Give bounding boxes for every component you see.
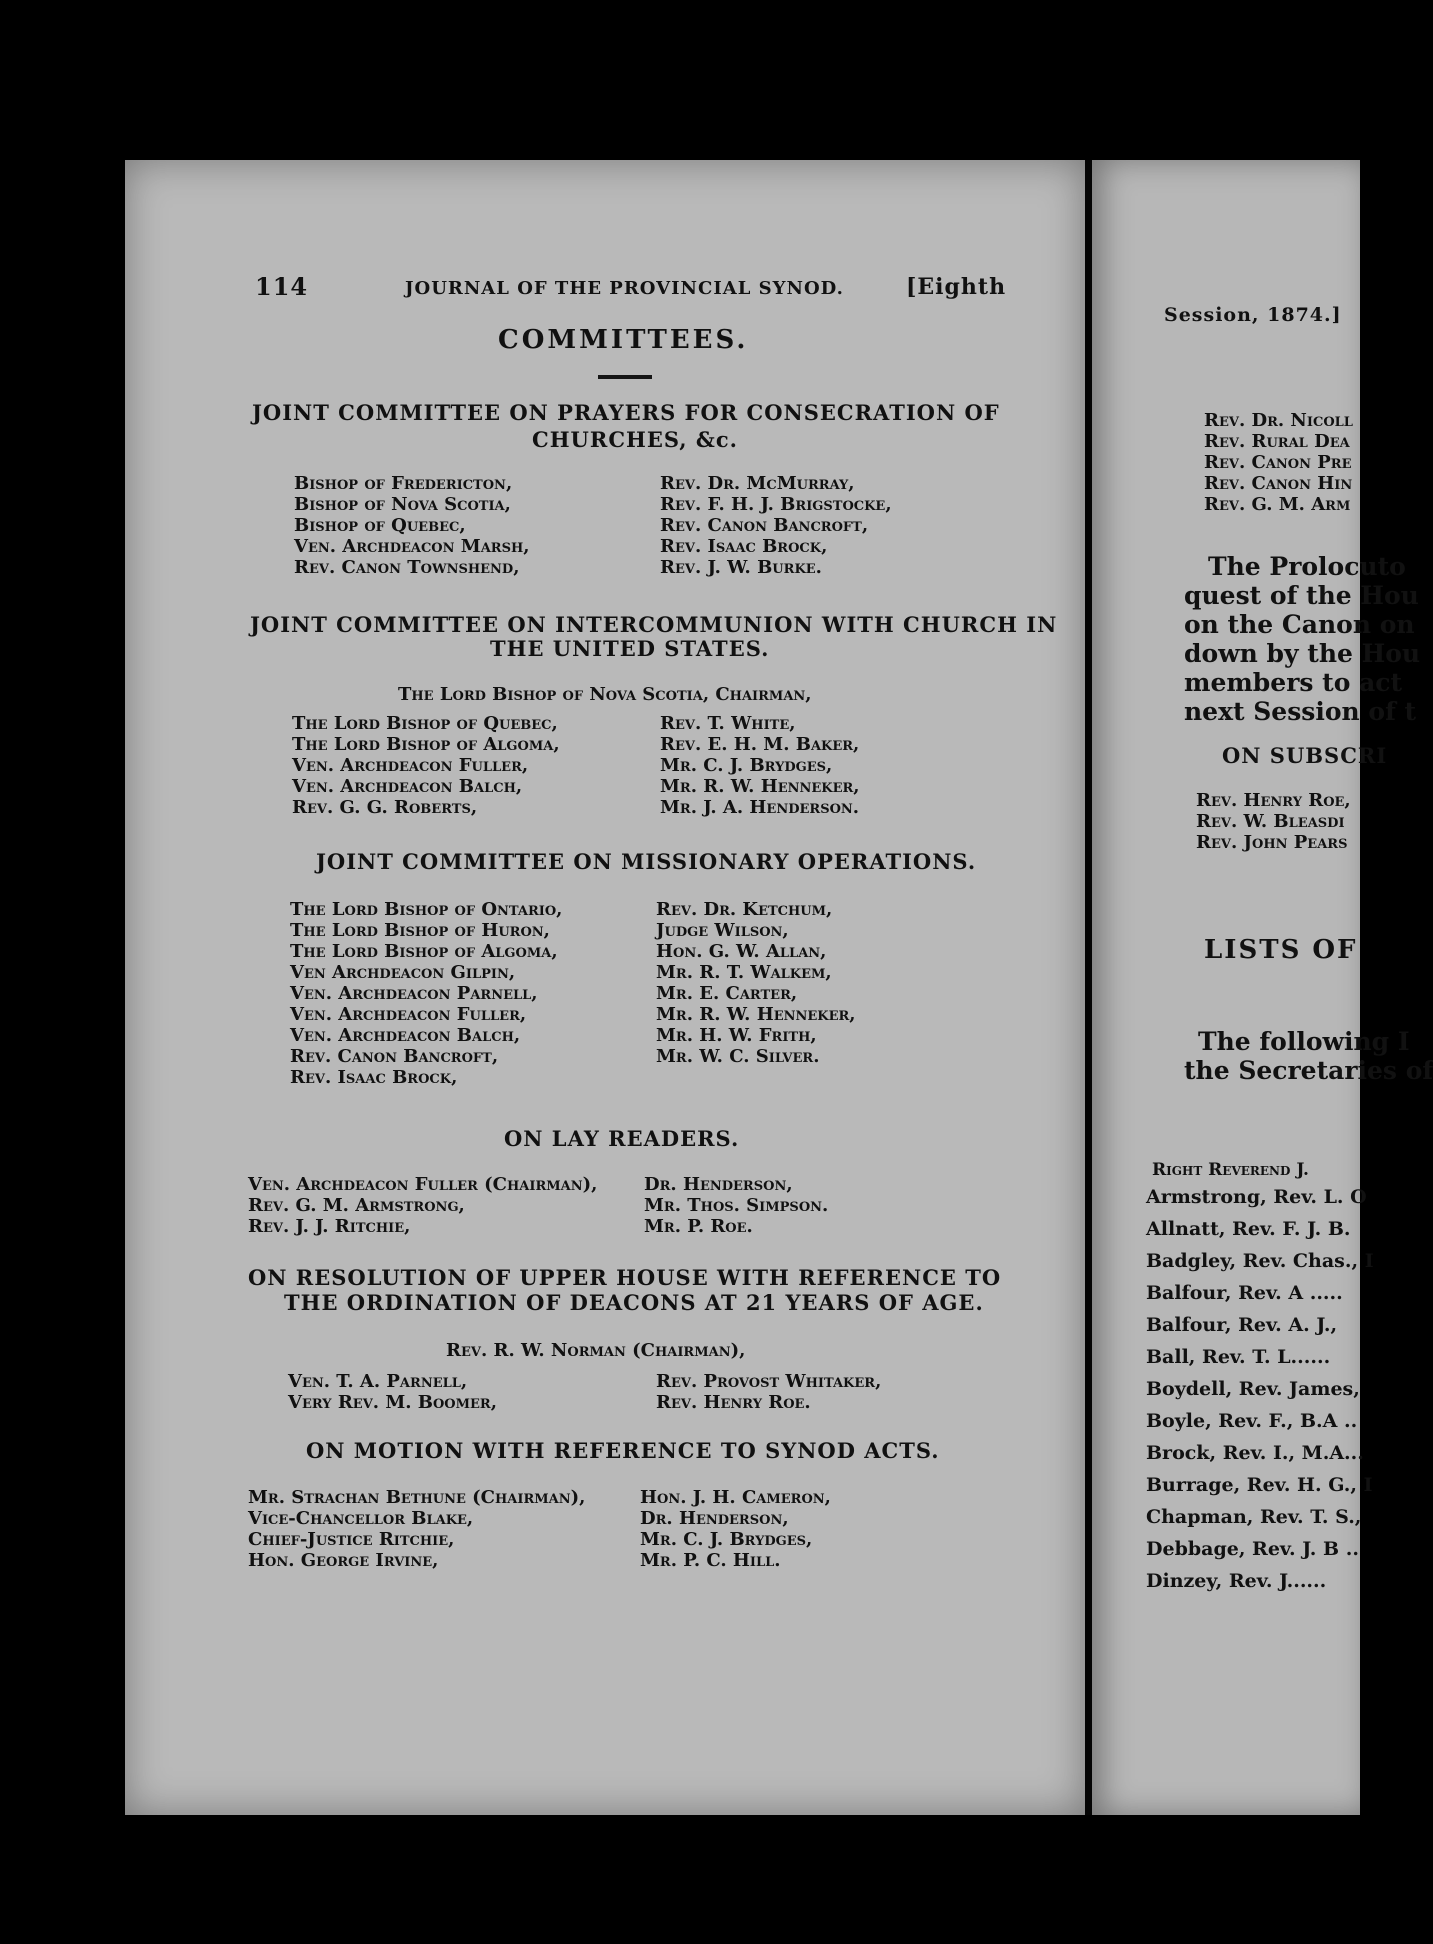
paragraph-line: on the Canon on xyxy=(1184,610,1415,639)
member: Hon. George Irvine, xyxy=(248,1550,439,1571)
member: Mr. R. W. Henneker, xyxy=(656,1004,856,1025)
member: Rev. Dr. McMurray, xyxy=(660,473,855,494)
section-title-lay-readers: ON LAY READERS. xyxy=(504,1126,740,1151)
member: Mr. W. C. Silver. xyxy=(656,1046,820,1067)
subscription-subheading: ON SUBSCRI xyxy=(1222,743,1388,768)
section-lay-readers-right-column xyxy=(644,1174,828,1237)
section-missionary-left-column xyxy=(290,899,562,1088)
list-item: Chapman, Rev. T. S., xyxy=(1146,1506,1362,1528)
member: Mr. R. T. Walkem, xyxy=(656,962,832,983)
member: Rev. W. Bleasdi xyxy=(1196,811,1345,832)
member: Rev. Canon Townshend, xyxy=(294,557,520,578)
member: Rev. Isaac Brock, xyxy=(290,1067,458,1088)
section-ordination-chair: Rev. R. W. Norman (Chairman), xyxy=(446,1340,746,1361)
member: Vice-Chancellor Blake, xyxy=(248,1508,474,1529)
section-title-prayers-2: CHURCHES, &c. xyxy=(532,427,738,452)
list-item: Boydell, Rev. James, xyxy=(1146,1378,1360,1400)
member: Ven. Archdeacon Fuller (Chairman), xyxy=(248,1174,598,1195)
section-prayers-right-column xyxy=(660,473,892,578)
member: Rev. Dr. Nicoll xyxy=(1204,410,1353,431)
paragraph-line: The following I xyxy=(1198,1027,1410,1056)
member: The Lord Bishop of Ontario, xyxy=(290,899,563,920)
member: Rev. Isaac Brock, xyxy=(660,536,828,557)
paragraph-line: the Secretaries of xyxy=(1184,1056,1433,1085)
member: Mr. C. J. Brydges, xyxy=(640,1529,813,1550)
member: Rev. J. J. Ritchie, xyxy=(248,1216,411,1237)
list-item: Badgley, Rev. Chas., I xyxy=(1146,1250,1374,1272)
list-item: Right Reverend J. xyxy=(1152,1160,1309,1180)
member: The Lord Bishop of Quebec, xyxy=(292,713,558,734)
right-page-content xyxy=(1092,160,1433,1815)
book-gutter xyxy=(1085,160,1092,1815)
member: Rev. T. White, xyxy=(660,713,796,734)
member: Rev. G. M. Arm xyxy=(1204,494,1351,515)
member: Mr. Thos. Simpson. xyxy=(644,1195,829,1216)
member: Very Rev. M. Boomer, xyxy=(288,1392,498,1413)
member: The Lord Bishop of Algoma, xyxy=(290,941,558,962)
section-title-intercommunion-1: JOINT COMMITTEE ON INTERCOMMUNION WITH CHURCH IN xyxy=(250,612,1058,637)
section-title-intercommunion-2: THE UNITED STATES. xyxy=(490,636,770,661)
member: Rev. Canon Bancroft, xyxy=(290,1046,499,1067)
member: Rev. Canon Hin xyxy=(1204,473,1353,494)
list-item: Brock, Rev. I., M.A... xyxy=(1146,1442,1364,1464)
clergy-list xyxy=(1146,1160,1374,1597)
member: Mr. C. J. Brydges, xyxy=(660,755,833,776)
paragraph-line: down by the Hou xyxy=(1184,639,1421,668)
member: Rev. Canon Pre xyxy=(1204,452,1352,473)
member: Bishop of Nova Scotia, xyxy=(294,494,511,515)
section-intercommunion-right-column xyxy=(660,713,860,818)
section-synod-acts-left-column xyxy=(248,1487,585,1571)
member: Ven Archdeacon Gilpin, xyxy=(290,962,516,983)
member: Rev. E. H. M. Baker, xyxy=(660,734,860,755)
member: Judge Wilson, xyxy=(656,920,789,941)
list-item: Ball, Rev. T. L...... xyxy=(1146,1346,1331,1368)
member: Ven. Archdeacon Fuller, xyxy=(290,1004,527,1025)
member: The Lord Bishop of Huron, xyxy=(290,920,550,941)
member: Ven. Archdeacon Balch, xyxy=(292,776,523,797)
section-title-prayers-1: JOINT COMMITTEE ON PRAYERS FOR CONSECRATION OF xyxy=(252,400,1000,425)
section-title-missionary: JOINT COMMITTEE ON MISSIONARY OPERATIONS. xyxy=(316,849,977,874)
list-item: Burrage, Rev. H. G., I xyxy=(1146,1474,1373,1496)
member: Rev. G. M. Armstrong, xyxy=(248,1195,465,1216)
section-title-ordination-1: ON RESOLUTION OF UPPER HOUSE WITH REFERENCE TO xyxy=(248,1265,1002,1290)
member: Mr. E. Carter, xyxy=(656,983,798,1004)
member: Rev. G. G. Roberts, xyxy=(292,797,478,818)
member: Mr. R. W. Henneker, xyxy=(660,776,860,797)
list-item: Balfour, Rev. A ..... xyxy=(1146,1282,1343,1304)
running-title: JOURNAL OF THE PROVINCIAL SYNOD. xyxy=(405,278,844,299)
following-paragraph xyxy=(1184,1027,1433,1085)
list-item: Balfour, Rev. A. J., xyxy=(1146,1314,1338,1336)
member: Rev. Henry Roe, xyxy=(1196,790,1351,811)
list-item: Boyle, Rev. F., B.A .. xyxy=(1146,1410,1358,1432)
member: Rev. Provost Whitaker, xyxy=(656,1371,882,1392)
member: Rev. Rural Dea xyxy=(1204,431,1350,452)
member: Ven. Archdeacon Balch, xyxy=(290,1025,521,1046)
member: Ven. Archdeacon Parnell, xyxy=(290,983,538,1004)
member: Mr. Strachan Bethune (Chairman), xyxy=(248,1487,586,1508)
member: Mr. P. C. Hill. xyxy=(640,1550,781,1571)
list-item: Debbage, Rev. J. B .. xyxy=(1146,1538,1359,1560)
member: Dr. Henderson, xyxy=(644,1174,793,1195)
heading-rule xyxy=(598,375,652,379)
list-item: Allnatt, Rev. F. J. B. xyxy=(1146,1218,1351,1240)
section-lay-readers-left-column xyxy=(248,1174,597,1237)
section-ordination-left-column xyxy=(288,1371,497,1413)
section-missionary-right-column xyxy=(656,899,856,1067)
member: The Lord Bishop of Algoma, xyxy=(292,734,560,755)
member: Rev. F. H. J. Brigstocke, xyxy=(660,494,892,515)
lists-heading: LISTS OF xyxy=(1204,935,1358,965)
section-ordination-right-column xyxy=(656,1371,881,1413)
member: Hon. J. H. Cameron, xyxy=(640,1487,831,1508)
section-intercommunion-left-column xyxy=(292,713,560,818)
page-heading: COMMITTEES. xyxy=(498,325,749,355)
paragraph-line: next Session of t xyxy=(1184,697,1417,726)
running-session-right: Session, 1874.] xyxy=(1164,304,1342,326)
member: Bishop of Fredericton, xyxy=(294,473,513,494)
list-item: Dinzey, Rev. J...... xyxy=(1146,1570,1327,1592)
member: Mr. H. W. Frith, xyxy=(656,1025,817,1046)
section-title-synod-acts: ON MOTION WITH REFERENCE TO SYNOD ACTS. xyxy=(306,1438,940,1463)
member: Rev. John Pears xyxy=(1196,832,1348,853)
member: Chief-Justice Ritchie, xyxy=(248,1529,455,1550)
member: Rev. Canon Bancroft, xyxy=(660,515,869,536)
list-item: Armstrong, Rev. L. O xyxy=(1146,1186,1367,1208)
member: Rev. Dr. Ketchum, xyxy=(656,899,833,920)
member: Ven. T. A. Parnell, xyxy=(288,1371,468,1392)
paragraph-line: quest of the Hou xyxy=(1184,581,1419,610)
member: Bishop of Quebec, xyxy=(294,515,466,536)
running-session-left: [Eighth xyxy=(906,274,1007,300)
section-synod-acts-right-column xyxy=(640,1487,831,1571)
paragraph-line: members to act xyxy=(1184,668,1403,697)
subscription-names-column xyxy=(1196,790,1351,853)
member: Ven. Archdeacon Marsh, xyxy=(294,536,530,557)
member: Ven. Archdeacon Fuller, xyxy=(292,755,529,776)
paragraph-line: The Prolocuto xyxy=(1208,552,1406,581)
prolocutor-paragraph xyxy=(1184,552,1420,726)
right-names-column xyxy=(1204,410,1353,515)
member: Dr. Henderson, xyxy=(640,1508,789,1529)
member: Hon. G. W. Allan, xyxy=(656,941,827,962)
member: Mr. P. Roe. xyxy=(644,1216,753,1237)
member: Rev. J. W. Burke. xyxy=(660,557,822,578)
section-intercommunion-chair: The Lord Bishop of Nova Scotia, Chairman, xyxy=(398,684,812,705)
page-number: 114 xyxy=(255,272,309,301)
member: Rev. Henry Roe. xyxy=(656,1392,811,1413)
section-title-ordination-2: THE ORDINATION OF DEACONS AT 21 YEARS OF AGE. xyxy=(284,1290,984,1315)
section-prayers-left-column xyxy=(294,473,530,578)
member: Mr. J. A. Henderson. xyxy=(660,797,860,818)
